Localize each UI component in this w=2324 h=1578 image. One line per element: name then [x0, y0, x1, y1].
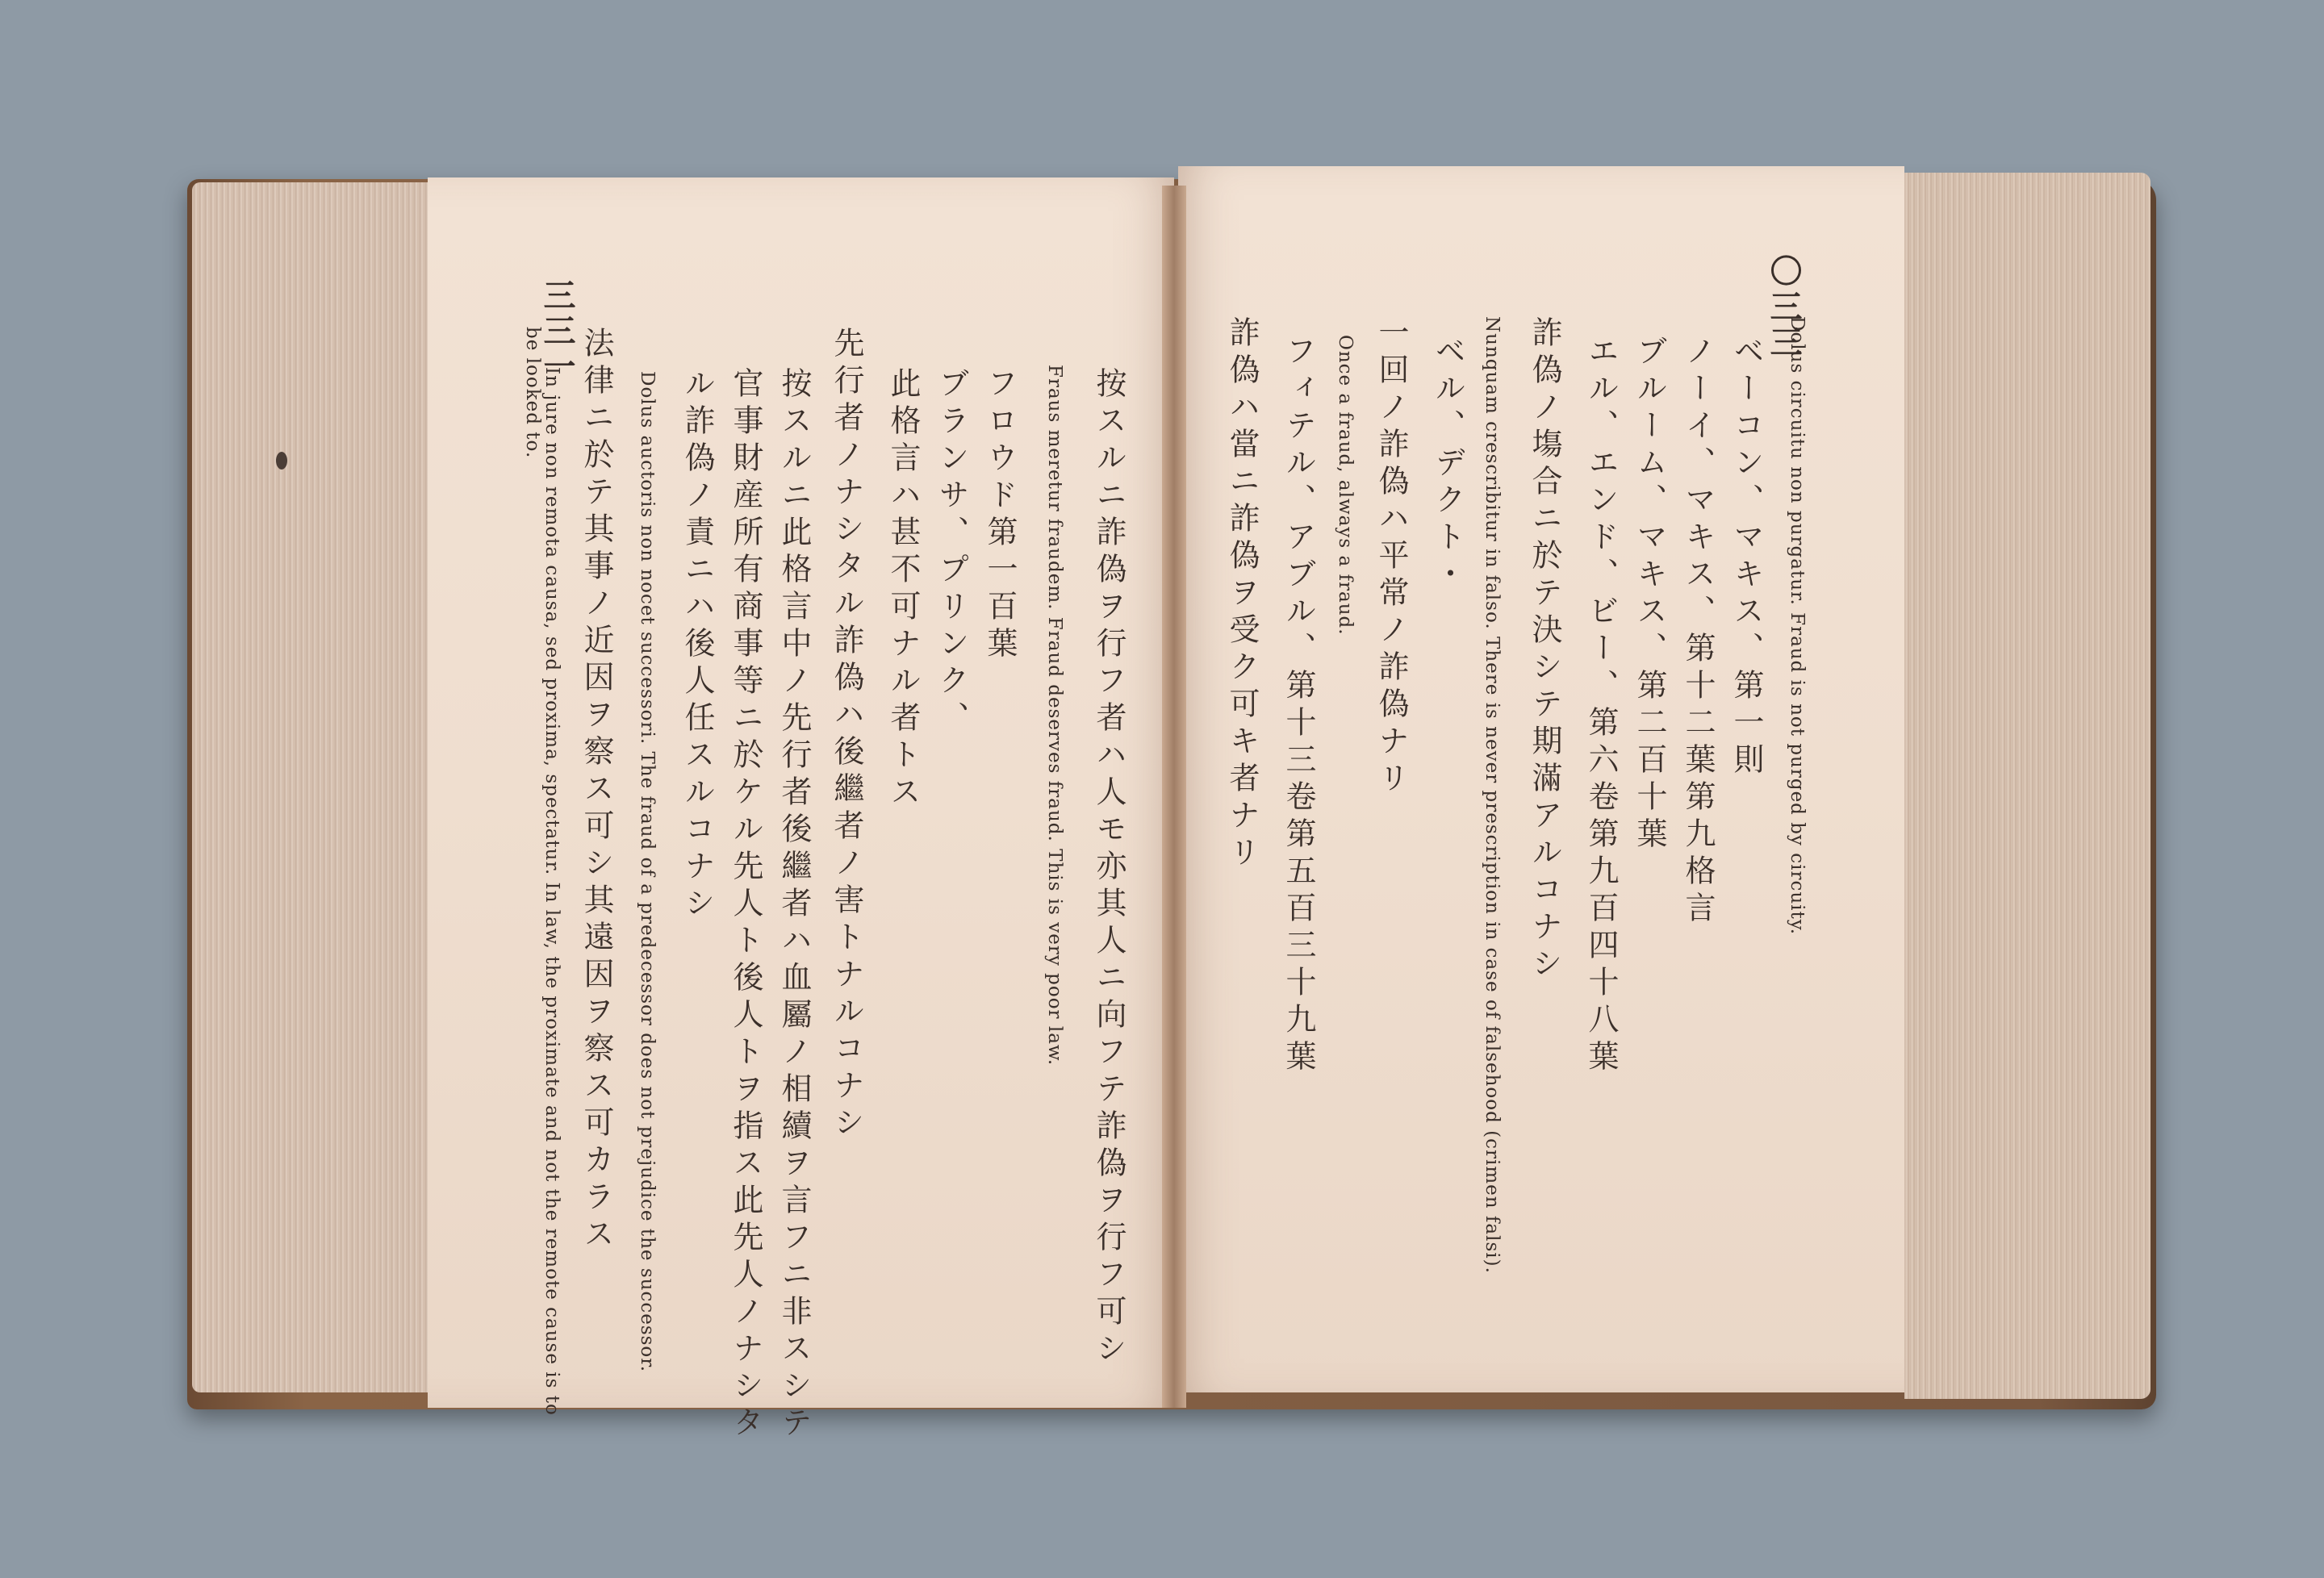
- left-page-number: 三三一: [538, 278, 576, 385]
- right-line-1: Dolus circuitu non purgatur. Fraud is not purged by circuity.: [1787, 316, 1808, 936]
- left-page-edges: [192, 182, 434, 1392]
- right-line-2: ベーコン、マキス、第一則: [1728, 335, 1764, 780]
- right-line-9: 一回ノ詐偽ハ平常ノ詐偽ナリ: [1373, 316, 1409, 799]
- left-line-8: 官事財産所有商事等ニ於ケル先人ト後人トヲ指ス此先人ノナシタ: [728, 367, 763, 1443]
- right-line-5: エル、エンド、ビー、第六卷第九百四十八葉: [1583, 335, 1619, 1077]
- left-line-2: Fraus meretur fraudem. Fraud deserves fraud. This is very poor law.: [1044, 365, 1065, 1067]
- left-line-13: be looked to.: [522, 327, 543, 459]
- left-line-5: 此格言ハ甚不可ナル者トス: [885, 367, 921, 812]
- left-line-4: ブランサ、プリンク、: [934, 367, 969, 738]
- right-line-11: フィテル、アブル、第十三卷第五百三十九葉: [1281, 335, 1316, 1077]
- left-line-11: 法律ニ於テ其事ノ近因ヲ察ス可シ其遠因ヲ察ス可カラス: [579, 327, 614, 1254]
- page-stain: [276, 452, 287, 470]
- right-page-number: 〇三三: [1765, 254, 1803, 361]
- left-line-9: ル詐偽ノ責ニハ後人任スルコナシ: [679, 367, 715, 924]
- right-line-12: 詐偽ハ當ニ詐偽ヲ受ク可キ者ナリ: [1224, 316, 1260, 873]
- right-line-4: ブルーム、マキス、第二百十葉: [1632, 335, 1667, 854]
- left-line-3: フロウド第一百葉: [982, 367, 1018, 664]
- right-line-6: 詐偽ノ塲合ニ於テ決シテ期滿アルコナシ: [1527, 316, 1562, 984]
- left-line-10: Dolus auctoris non nocet successori. The fraud of a predecessor does not prejudice the successor.: [637, 371, 658, 1373]
- right-line-10: Once a fraud, always a fraud.: [1335, 335, 1356, 636]
- right-line-8: ベル、デクト・: [1430, 335, 1465, 595]
- right-page-edges: [1904, 173, 2151, 1399]
- left-line-1: 按スルニ詐偽ヲ行フ者ハ人モ亦其人ニ向フテ詐偽ヲ行フ可シ: [1091, 367, 1126, 1369]
- left-line-7: 按スルニ此格言中ノ先行者後繼者ハ血屬ノ相續ヲ言フニ非スシテ: [776, 367, 812, 1443]
- right-line-3: ノーイ、マキス、第十二葉第九格言: [1680, 335, 1716, 929]
- left-line-6: 先行者ノナシタル詐偽ハ後繼者ノ害トナルコナシ: [829, 327, 864, 1143]
- left-line-12: In jure non remota causa, sed proxima, spectatur. In law, the proximate and not the remote cause is to: [541, 367, 562, 1416]
- book-gutter: [1162, 186, 1186, 1408]
- right-line-7: Nunquam crescribitur in falso. There is never prescription in case of falsehood (crimen falsi).: [1482, 316, 1503, 1274]
